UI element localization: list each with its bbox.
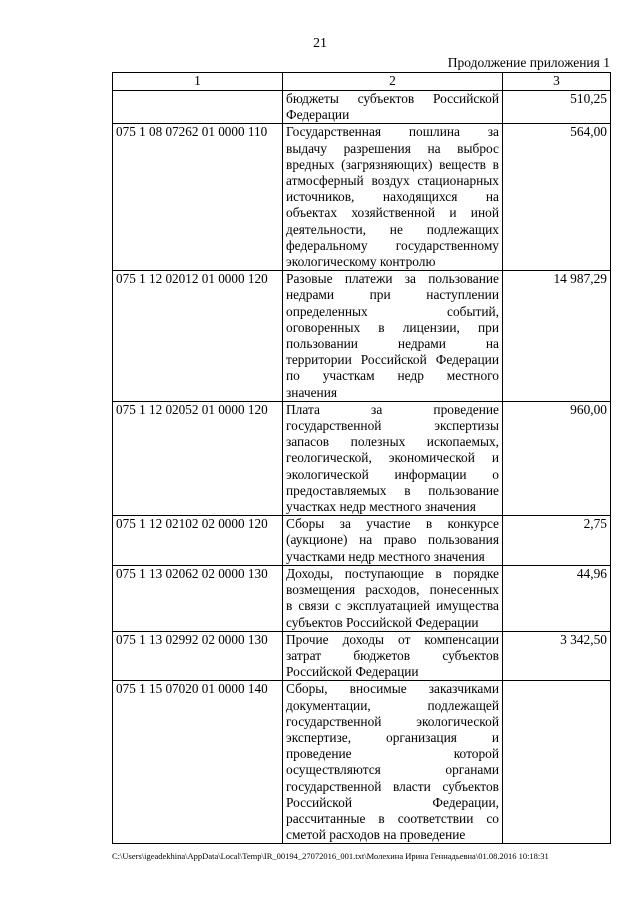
table-row xyxy=(113,516,611,566)
column-header-1: 1 xyxy=(113,73,283,91)
budget-code: 075 1 08 07262 01 0000 110 xyxy=(113,124,283,271)
description-line: Государственная пошлина за xyxy=(286,124,499,140)
description-line: по участкам недр местного xyxy=(286,368,499,384)
amount: 44,96 xyxy=(503,565,611,631)
table-row xyxy=(113,565,611,631)
description-line: возмещения расходов, понесенных xyxy=(286,582,499,598)
amount: 3 342,50 xyxy=(503,631,611,681)
description-line: сметой расходов на проведение xyxy=(286,827,466,843)
description-line: Федерации xyxy=(286,107,350,123)
table-row xyxy=(113,631,611,681)
revenue-description xyxy=(283,565,503,631)
amount: 14 987,29 xyxy=(503,271,611,402)
budget-code: 075 1 13 02992 02 0000 130 xyxy=(113,631,283,681)
description-line: государственной экспертизы xyxy=(286,418,499,434)
description-line: Сборы за участие в конкурсе xyxy=(286,516,499,532)
amount: 510,25 xyxy=(503,91,611,124)
description-line: Прочие доходы от компенсации xyxy=(286,631,499,647)
description-line: объектах хозяйственной и иной xyxy=(286,205,499,221)
description-line: предоставляемых в пользование xyxy=(286,482,499,498)
description-line: осуществляются органами xyxy=(286,762,499,778)
description-line: значения xyxy=(286,384,338,400)
column-header-2: 2 xyxy=(283,73,503,91)
revenue-description xyxy=(283,516,503,566)
description-line: государственной экологической xyxy=(286,713,499,729)
table-row xyxy=(113,681,611,844)
page-number: 21 xyxy=(313,36,327,51)
description-line: государственной власти субъектов xyxy=(286,778,499,794)
description-line: Российской Федерации xyxy=(286,664,419,680)
amount: 960,00 xyxy=(503,401,611,515)
description-line: вредных (загрязняющих) веществ в xyxy=(286,156,499,172)
revenue-description xyxy=(283,91,503,124)
continuation-label: Продолжение приложения 1 xyxy=(447,55,610,70)
description-line: территории Российской Федерации xyxy=(286,352,499,368)
description-line: бюджеты субъектов Российской xyxy=(286,91,499,106)
description-line: Разовые платежи за пользование xyxy=(286,271,499,287)
description-line: рассчитанные в соответствии со xyxy=(286,810,499,826)
revenue-table xyxy=(112,72,611,844)
description-line: определенных событий, xyxy=(286,303,499,319)
description-line: запасов полезных ископаемых, xyxy=(286,434,499,450)
table-body xyxy=(113,91,611,844)
description-line: деятельности, не подлежащих xyxy=(286,221,499,237)
description-line: в связи с эксплуатацией имущества xyxy=(286,598,499,614)
description-line: документации, подлежащей xyxy=(286,697,499,713)
table-row xyxy=(113,271,611,402)
description-line: пользовании недрами на xyxy=(286,336,499,352)
amount xyxy=(503,681,611,844)
description-line: атмосферный воздух стационарных xyxy=(286,173,499,189)
description-line: субъектов Российской Федерации xyxy=(286,614,479,630)
revenue-description xyxy=(283,124,503,271)
file-path-footer: C:\Users\igeadekhina\AppData\Local\Temp\IR_00194_27072016_001.txt\Молехина Ирина Геннадьевна\01.08.2016 10:18:31 xyxy=(112,851,549,861)
description-line: (аукционе) на право пользования xyxy=(286,532,499,548)
description-line: экологическому контролю xyxy=(286,254,436,270)
description-line: участках недр местного значения xyxy=(286,499,476,515)
description-line: экологической информации о xyxy=(286,466,499,482)
budget-code: 075 1 13 02062 02 0000 130 xyxy=(113,565,283,631)
description-line: источников, находящихся на xyxy=(286,189,499,205)
table-row xyxy=(113,91,611,124)
description-line: оговоренных в лицензии, при xyxy=(286,319,499,335)
description-line: проведение которой xyxy=(286,746,499,762)
amount: 564,00 xyxy=(503,124,611,271)
budget-code: 075 1 12 02102 02 0000 120 xyxy=(113,516,283,566)
description-line: Плата за проведение xyxy=(286,401,499,417)
description-line: геологической, экономической и xyxy=(286,450,499,466)
budget-code: 075 1 15 07020 01 0000 140 xyxy=(113,681,283,844)
budget-code: 075 1 12 02052 01 0000 120 xyxy=(113,401,283,515)
description-line: недрами при наступлении xyxy=(286,287,499,303)
description-line: Доходы, поступающие в порядке xyxy=(286,565,499,581)
description-line: выдачу разрешения на выброс xyxy=(286,140,499,156)
description-line: Российской Федерации, xyxy=(286,794,499,810)
table-header-row xyxy=(113,73,611,91)
table-row xyxy=(113,124,611,271)
budget-code: 075 1 12 02012 01 0000 120 xyxy=(113,271,283,402)
budget-code xyxy=(113,91,283,124)
revenue-description xyxy=(283,631,503,681)
revenue-description xyxy=(283,681,503,844)
description-line: участками недр местного значения xyxy=(286,548,485,564)
column-header-3: 3 xyxy=(503,73,611,91)
description-line: затрат бюджетов субъектов xyxy=(286,647,499,663)
revenue-description xyxy=(283,271,503,402)
description-line: федеральному государственному xyxy=(286,237,499,253)
description-line: экспертизе, организация и xyxy=(286,729,499,745)
amount: 2,75 xyxy=(503,516,611,566)
table-row xyxy=(113,401,611,515)
description-line: Сборы, вносимые заказчиками xyxy=(286,681,499,697)
revenue-description xyxy=(283,401,503,515)
